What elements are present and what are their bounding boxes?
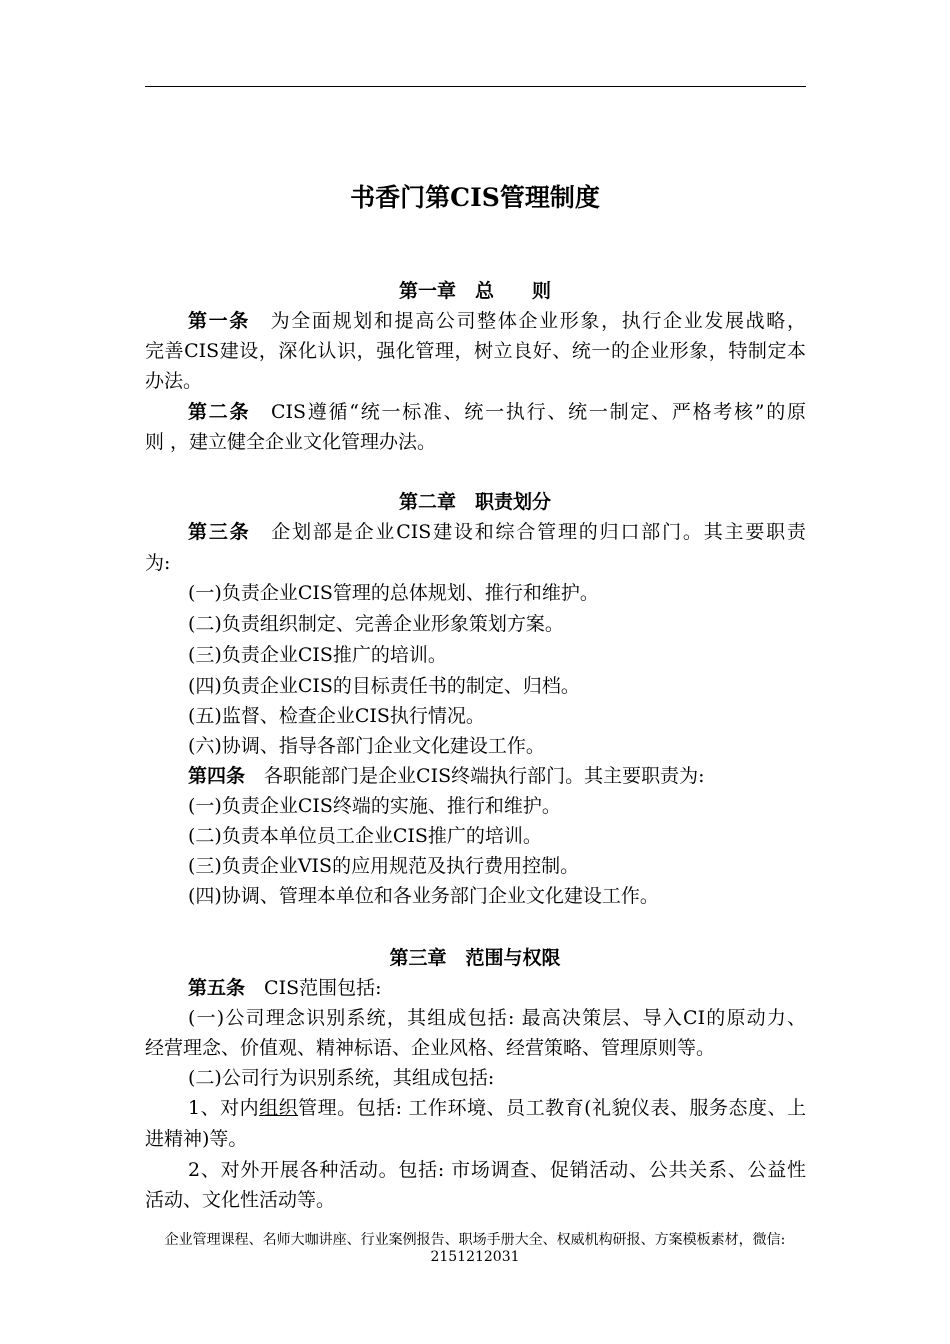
header-rule [145, 86, 806, 87]
article-text: 为全面规划和提高公司整体企业形象，执行企业发展战略， [270, 310, 806, 332]
article-1-line: 办法。 [145, 370, 203, 392]
article-3-line: 为: [145, 552, 171, 574]
chapter-2-heading: 第二章 职责划分 [398, 491, 551, 513]
article-label: 第一条 [188, 310, 250, 332]
article-label: 第四条 [188, 765, 246, 787]
list-item: (六)协调、指导各部门企业文化建设工作。 [188, 735, 545, 757]
list-item: (三)负责企业CIS推广的培训。 [188, 644, 447, 666]
list-item: (一)负责企业CIS管理的总体规划、推行和维护。 [188, 582, 599, 604]
article-4-line [188, 763, 806, 789]
article-text: 企划部是企业CIS建设和综合管理的归口部门。其主要职责 [271, 521, 806, 543]
article-label: 第五条 [188, 977, 246, 999]
article-5-line: (一)公司理念识别系统，其组成包括: 最高决策层、导入CI的原动力、 [188, 1007, 806, 1029]
article-text: CIS遵循“统一标准、统一执行、统一制定、严格考核”的原 [270, 401, 806, 423]
article-1-line: 完善CIS建设，深化认识，强化管理，树立良好、统一的企业形象，特制定本 [145, 340, 806, 362]
article-label: 第三条 [188, 521, 251, 543]
underlined-text: 组织 [259, 1097, 299, 1119]
article-5-line [188, 975, 806, 1001]
list-item: (四)负责企业CIS的目标责任书的制定、归档。 [188, 675, 580, 697]
article-label: 第二条 [188, 401, 251, 423]
article-2-line: 则 ，建立健全企业文化管理办法。 [145, 431, 437, 453]
text: 1、对内 [188, 1097, 260, 1119]
article-5-line: 进精神)等。 [145, 1128, 248, 1150]
list-item: (一)负责企业CIS终端的实施、推行和维护。 [188, 795, 561, 817]
article-5-line [188, 1095, 806, 1121]
list-item: (二)负责本单位员工企业CIS推广的培训。 [188, 825, 542, 847]
footer-promo: 企业管理课程、名师大咖讲座、行业案例报告、职场手册大全、权威机构研报、方案模板素材，微信: [164, 1232, 786, 1248]
chapter-3-heading: 第三章 范围与权限 [389, 947, 561, 969]
article-text: CIS范围包括: [264, 977, 382, 999]
article-3-line [188, 519, 806, 545]
article-1-line [188, 308, 806, 334]
article-2-line [188, 399, 806, 425]
footer-wechat-id: 2151212031 [430, 1249, 520, 1265]
article-5-line: (二)公司行为识别系统，其组成包括: [188, 1067, 495, 1089]
list-item: (二)负责组织制定、完善企业形象策划方案。 [188, 613, 564, 635]
article-text: 各职能部门是企业CIS终端执行部门。其主要职责为: [264, 765, 705, 787]
article-5-line: 2、对外开展各种活动。包括: 市场调查、促销活动、公共关系、公益性 [188, 1159, 806, 1181]
list-item: (五)监督、检查企业CIS执行情况。 [188, 705, 485, 727]
article-5-line: 经营理念、价值观、精神标语、企业风格、经营策略、管理原则等。 [145, 1037, 716, 1059]
text: 管理。包括: 工作环境、员工教育(礼貌仪表、服务态度、上 [298, 1097, 806, 1119]
list-item: (四)协调、管理本单位和各业务部门企业文化建设工作。 [188, 885, 659, 907]
document-title: 书香门第CIS管理制度 [350, 183, 600, 212]
list-item: (三)负责企业VIS的应用规范及执行费用控制。 [188, 855, 580, 877]
chapter-1-heading: 第一章 总 则 [398, 280, 551, 302]
article-5-line: 活动、文化性活动等。 [145, 1189, 336, 1211]
